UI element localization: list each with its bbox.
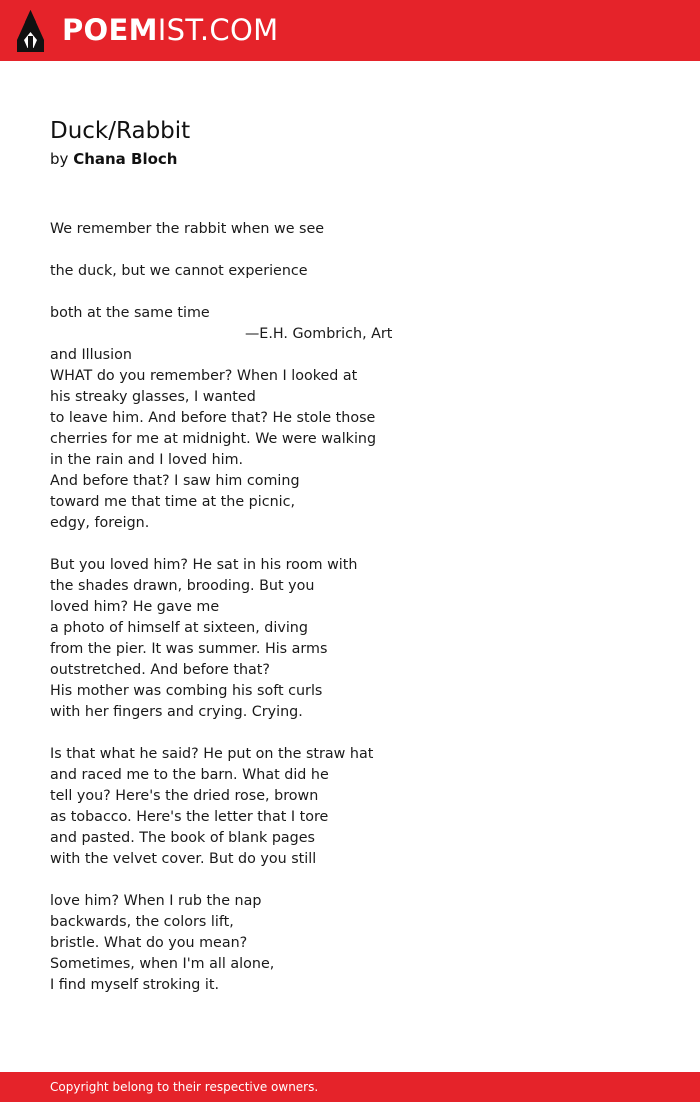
poem-line: with her fingers and crying. Crying. (50, 704, 303, 720)
poem-line: and pasted. The book of blank pages (50, 830, 315, 846)
stanza-gap (50, 282, 650, 303)
poem-line: I find myself stroking it. (50, 977, 220, 993)
brand-light: IST.COM (157, 13, 279, 47)
poem-line: and raced me to the barn. What did he (50, 767, 329, 783)
stanza-gap (50, 723, 650, 744)
poem-line: from the pier. It was summer. His arms (50, 641, 328, 657)
poem-line: outstretched. And before that? (50, 662, 270, 678)
poem-line: and Illusion (50, 347, 132, 363)
poem-line: backwards, the colors lift, (50, 914, 234, 930)
poem-line: his streaky glasses, I wanted (50, 389, 256, 405)
pencil-tip-icon[interactable] (17, 10, 44, 52)
poem-line: the duck, but we cannot experience (50, 263, 308, 279)
poem-line: the shades drawn, brooding. But you (50, 578, 315, 594)
poem-line: toward me that time at the picnic, (50, 494, 296, 510)
site-header (0, 0, 700, 61)
stanza-gap (50, 870, 650, 891)
poem-line: to leave him. And before that? He stole those (50, 410, 376, 426)
poem-line: love him? When I rub the nap (50, 893, 262, 909)
poem-line: as tobacco. Here's the letter that I tore (50, 809, 329, 825)
poem-line: But you loved him? He sat in his room with (50, 557, 358, 573)
copyright-text: Copyright belong to their respective owners. (50, 1080, 319, 1094)
site-logo[interactable] (62, 13, 278, 47)
poem-byline (50, 149, 177, 169)
poem-line: —E.H. Gombrich, Art (245, 326, 393, 342)
poem-line: tell you? Here's the dried rose, brown (50, 788, 319, 804)
poem-line: loved him? He gave me (50, 599, 220, 615)
poem-line: edgy, foreign. (50, 515, 150, 531)
poem-body (50, 219, 650, 996)
brand-bold: POEM (62, 13, 158, 47)
poem-line: cherries for me at midnight. We were walking (50, 431, 377, 447)
poem-line: Is that what he said? He put on the straw hat (50, 746, 374, 762)
poem-line: in the rain and I loved him. (50, 452, 244, 468)
poem-line: His mother was combing his soft curls (50, 683, 323, 699)
poem-title: Duck/Rabbit (50, 118, 191, 144)
poem-line: We remember the rabbit when we see (50, 221, 325, 237)
poem-line: WHAT do you remember? When I looked at (50, 368, 358, 384)
site-footer (0, 1072, 700, 1102)
stanza-gap (50, 534, 650, 555)
poem-line: with the velvet cover. But do you still (50, 851, 317, 867)
by-label: by (50, 150, 69, 168)
poem-line: both at the same time (50, 305, 210, 321)
poem-line: Sometimes, when I'm all alone, (50, 956, 275, 972)
poem-line: And before that? I saw him coming (50, 473, 300, 489)
stanza-gap (50, 240, 650, 261)
poem-line: a photo of himself at sixteen, diving (50, 620, 308, 636)
poem-line: bristle. What do you mean? (50, 935, 248, 951)
poem-author: Chana Bloch (73, 150, 178, 168)
